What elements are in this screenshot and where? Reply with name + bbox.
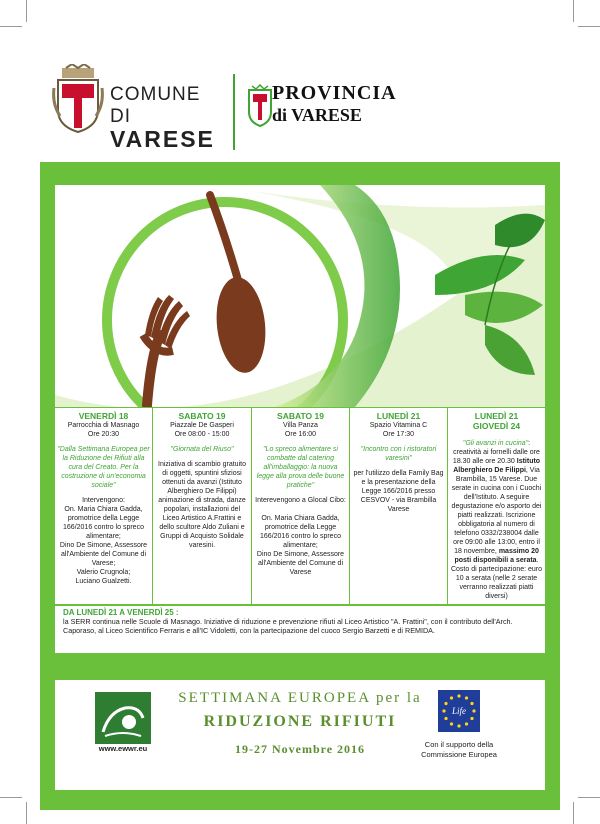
event-body: per l'utilizzo della Family Bag e la presentazione della Legge 166/2016 presso CESVOV - via Brambilla Varese <box>353 470 444 513</box>
event-column-2 <box>153 408 252 604</box>
event-title: "Lo spreco alimentare si combatte dal catering all'imballaggio: la nuova legge alla prova delle buone pratiche" <box>256 446 345 489</box>
crop-mark <box>0 797 22 798</box>
event-day-2: GIOVEDÌ 24 <box>472 421 521 431</box>
event-time: Ore 20:30 <box>87 431 120 438</box>
event-place: Villa Panza <box>283 422 318 429</box>
event-body: Iniziativa di scambio gratuito di oggetti, spuntini sfiziosi ottenuti da avanzi (Istituto Alberghiero De Filippi) animazione di strada, danze popolari, installazioni del Liceo Artistico A.Frattini e dello scultore Aldo Zuliani e Gruppi di Acquisto Solidale varesini. <box>158 461 246 549</box>
header <box>0 0 600 162</box>
crop-mark <box>573 802 574 824</box>
bottom-banner <box>55 680 545 790</box>
event-day: SABATO 19 <box>178 411 226 421</box>
event-time: Ore 08:00 - 15:00 <box>174 431 230 438</box>
event-body <box>450 439 543 601</box>
event-body-part: . Costo di partecipazione: euro 10 a serata (nelle 2 serate verranno realizzati piatti diversi) <box>450 557 543 600</box>
notes-text: la SERR continua nelle Scuole di Masnago. Iniziative di riduzione e prevenzione rifiuti al Liceo Artistico "A. Frattini", con il contributo dell'Arch. Caporaso, al Liceo Scientifico Ferraris e all'IC Vidoletti, con la partecipazione del cuoco Sergio Barzetti e di REMIDA. <box>63 617 513 635</box>
eu-support-line2: Commissione Europea <box>421 750 497 759</box>
event-column-5 <box>448 408 545 604</box>
varese-crest-icon <box>52 64 104 134</box>
event-body-bold: massimo 20 posti disponibili a serata <box>454 548 539 564</box>
event-body-part: , Via Brambilla, 15 Varese. Due serate in cucina con i Cuochi dell'Istituto. A seguire degustazione e/o asporto dei piatti realizzati. Iscrizione obbligatoria al numero di telefono 0332/238004 dalle ore 09:00 alle 13:00, entro il 18 novembre, <box>451 467 542 555</box>
eu-support-line1: Con il supporto della <box>424 740 494 749</box>
ewwr-url: www.ewwr.eu <box>98 744 148 753</box>
comune-logo <box>52 64 217 152</box>
event-day: VENERDÌ 18 <box>78 411 129 421</box>
event-place: Spazio Vitamina C <box>369 422 428 429</box>
banner-line3: 19-27 Novembre 2016 <box>234 742 366 756</box>
event-title: "Incontro con i ristoratori varesini" <box>360 446 437 462</box>
food-illustration <box>55 185 545 407</box>
event-body-part: : creatività ai fornelli dalle ore 18.30 alle ore 20.30 <box>452 440 540 465</box>
event-body: Intervengono: On. Maria Chiara Gadda, promotrice della Legge 166/2016 contro lo spreco alimentare; Dino De Simone, Assessore all'Ambiente del Comune di Varese; Valerio Crugnola; Luciano Gualzetti. <box>59 497 148 585</box>
plate-fork-spoon-icon <box>55 185 545 407</box>
events-table <box>55 408 545 604</box>
notes-box <box>55 605 545 653</box>
comune-line2: VARESE <box>110 126 215 152</box>
event-column-1 <box>55 408 153 604</box>
event-column-4 <box>350 408 448 604</box>
event-day: SABATO 19 <box>277 411 324 421</box>
event-title: "Dalla Settimana Europea per la Riduzione dei Rifiuti alla cura del Creato. Per la costruzione di un'economia sociale" <box>57 446 150 489</box>
eu-logo-text: Life <box>451 706 467 716</box>
crop-mark <box>578 797 600 798</box>
header-divider <box>233 74 235 150</box>
provincia-line2: di VARESE <box>272 105 362 125</box>
provincia-logo <box>246 80 406 140</box>
banner-line1: SETTIMANA EUROPEA per la <box>178 690 422 706</box>
event-time: Ore 16:00 <box>284 431 317 438</box>
event-day: LUNEDÌ 21 <box>474 411 519 421</box>
event-place: Parrocchia di Masnago <box>67 422 140 429</box>
event-column-3 <box>252 408 350 604</box>
banner-line2: RIDUZIONE RIFIUTI <box>203 713 397 730</box>
event-place: Piazzale De Gasperi <box>170 422 234 429</box>
comune-line1: COMUNE DI <box>110 84 201 127</box>
event-title: "Gli avanzi in cucina" <box>462 440 529 447</box>
provincia-crest-icon <box>246 84 274 128</box>
notes-title: DA LUNEDÌ 21 A VENERDÌ 25 : <box>63 608 179 617</box>
event-body-bold: Istituto Alberghiero De Filippi <box>453 458 541 474</box>
eu-life-logo-icon <box>438 690 480 732</box>
event-title: "Giornata del Riuso" <box>170 446 234 453</box>
event-day: LUNEDÌ 21 <box>376 411 421 421</box>
event-body: Interevengono a Glocal Cibo: On. Maria Chiara Gadda, promotrice della Legge 166/2016 contro lo spreco alimentare; Dino De Simone, Assessore all'Ambiente del Comune di Varese <box>255 497 346 576</box>
provincia-line1: PROVINCIA <box>272 82 397 104</box>
event-time: Ore 17:30 <box>382 431 415 438</box>
crop-mark <box>26 802 27 824</box>
